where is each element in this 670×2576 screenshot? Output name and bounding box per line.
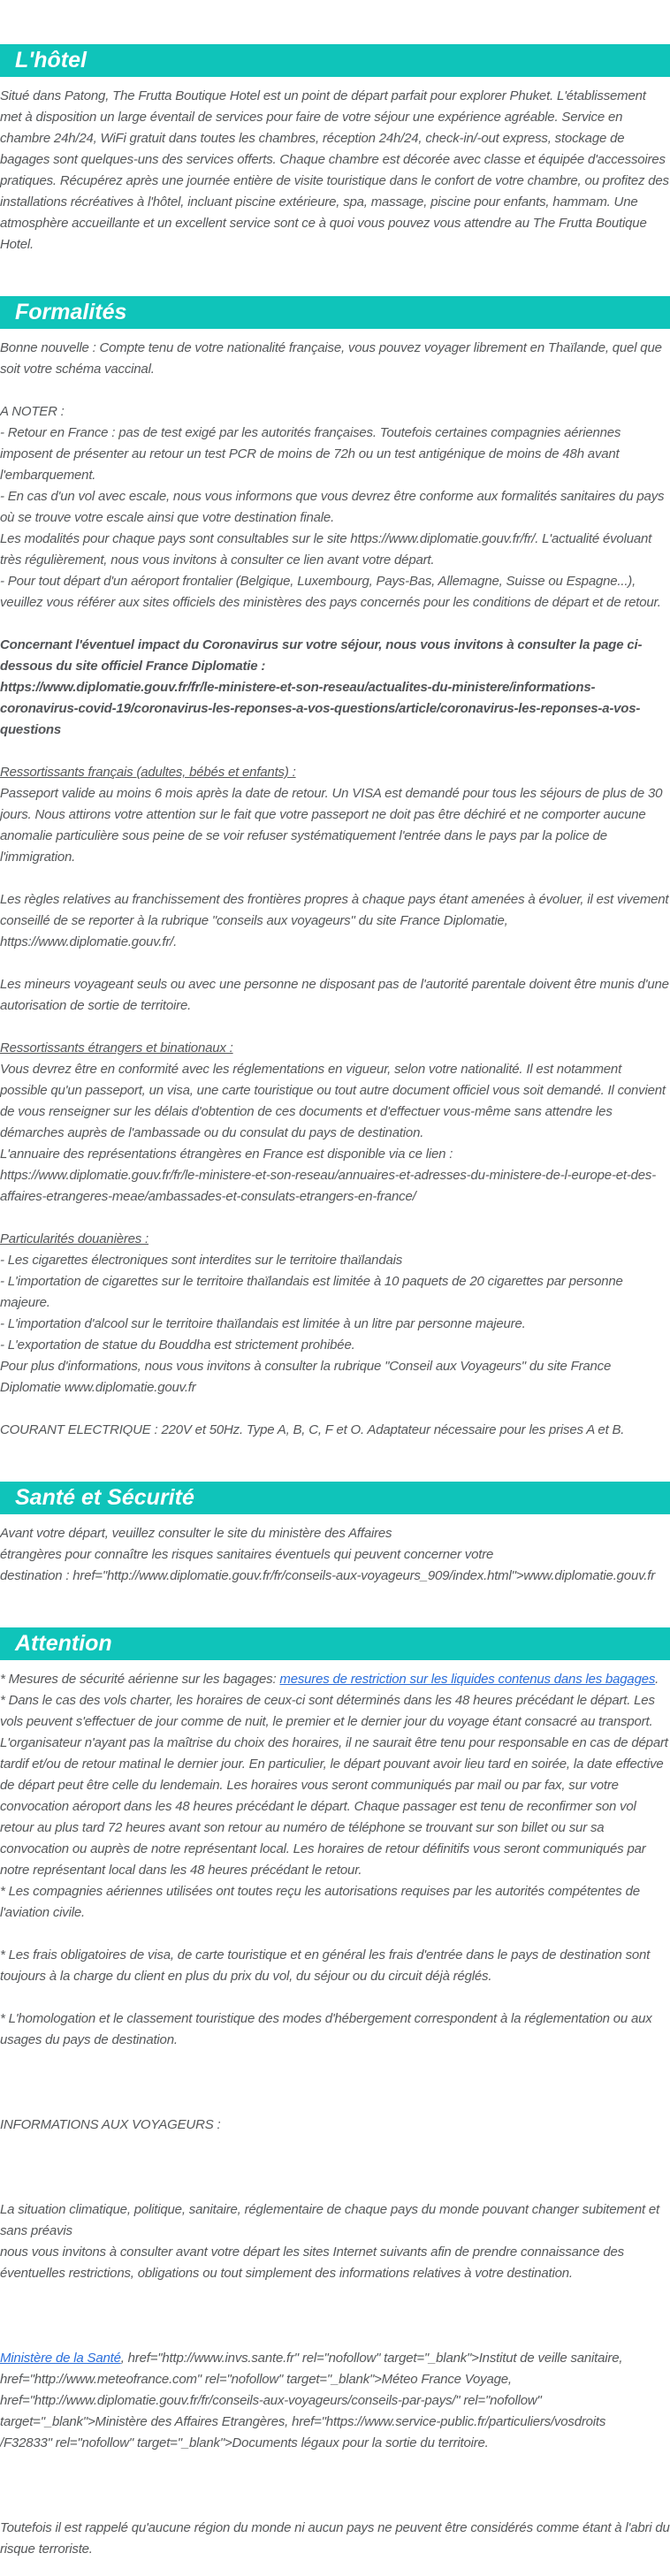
text-run: * Dans le cas des vols charter, les horaires de ceux-ci sont déterminés dans les 48 heures précédant le départ. Les vols peuvent s'effectuer de jour comme de nuit, le premier et le dernier jour du voyage étant consacré au transport. L'organisateur n'ayant pas la maîtrise du choix des horaires, il ne saurait être tenu pour responsable en cas de départ tardif et/ou de retour matinal le dernier jour. En particulier, le départ pouvant avoir lieu tard en soirée, la date effective de départ peut être celle du lendemain. Les horaires vous seront communiqués par mail ou par fax, sur votre convocation aéroport dans les 48 heures précédant le départ. Chaque passager est tenu de reconfirmer son vol retour au plus tard 72 heures avant son retour au numéro de téléphone se trouvant sur son billet ou sur sa convocation ou auprès de notre représentant local. Les horaires de retour définitifs vous seront communiqués par notre représentant local dans les 48 heures précédant le retour. [0, 1693, 668, 1878]
text-run: L'annuaire des représentations étrangères en France est disponible via ce lien : [0, 1147, 453, 1162]
text-run: - Pour tout départ d'un aéroport frontalier (Belgique, Luxembourg, Pays-Bas, Allemagne, Suisse ou Espagne...), veuillez vous référer aux sites officiels des ministères des pays concernés pour les conditions de départ et de retour. [0, 574, 661, 610]
text-run: * Les compagnies aériennes utilisées ont toutes reçu les autorisations requises par les autorités compétentes de l'aviation civile. [0, 1884, 640, 1920]
spacer [0, 1987, 670, 2008]
text-run: Passeport valide au moins 6 mois après la date de retour. Un VISA est demandé pour tous les séjours de plus de 30 jours. Nous attirons votre attention sur le fait que votre passeport ne doit pas être déchiré et ne comporter aucune anomalie particulière sous peine de se voir refuser systématiquement l'entrée dans le pays par la police de l'immigration. [0, 786, 663, 865]
text-run: Vous devrez être en conformité avec les réglementations en vigueur, selon votre nationalité. Il est notamment possible qu'un passeport, un visa, une carte touristique ou tout autre document officiel vous soit demandé. Il convient de vous renseigner sur les délais d'obtention de ces documents et d'effectuer vous-même sans attendre les démarches auprès de l'ambassade ou du consulat du pays de destination. [0, 1062, 666, 1140]
spacer [0, 2284, 670, 2348]
text-run: Avant votre départ, veuillez consulter le site du ministère des Affaires [0, 1526, 392, 1541]
section-header-attention [0, 1627, 670, 1660]
spacer [0, 1017, 670, 1038]
text-run: target="_blank">Ministère des Affaires Etrangères, href="https://www.service-public.fr/particuliers/vosdroits [0, 2414, 606, 2429]
section-formalites [0, 296, 670, 1482]
text-run: - L'importation d'alcool sur le territoire thaïlandais est limitée à un litre par personne majeure. [0, 1316, 526, 1331]
text-run: Les mineurs voyageant seuls ou avec une personne ne disposant pas de l'autorité parentale doivent être munis d'une autorisation de sortie de territoire. [0, 977, 669, 1013]
section-title-sante-securite: Santé et Sécurité [15, 1485, 194, 1510]
text-run: - Retour en France : pas de test exigé par les autorités françaises. Toutefois certaines compagnies aériennes imposent de présenter au retour un test PCR de moins de 72h ou un test antigénique de moins de 48h avant l'embarquement. [0, 425, 621, 483]
paragraph [0, 1690, 670, 1881]
spacer [0, 868, 670, 889]
section-body-hotel [0, 77, 670, 296]
text-run: La situation climatique, politique, sanitaire, réglementaire de chaque pays du monde pouvant changer subitement et sans préavis [0, 2202, 660, 2238]
paragraph [0, 2115, 670, 2136]
spacer [0, 2051, 670, 2115]
text-run: - L'exportation de statue du Bouddha est strictement prohibée. [0, 1338, 355, 1353]
paragraph [0, 1945, 670, 1987]
spacer [0, 1208, 670, 1229]
paragraph [0, 401, 670, 423]
paragraph [0, 338, 670, 380]
text-run: Bonne nouvelle : Compte tenu de votre nationalité française, vous pouvez voyager librement en Thaïlande, quel que soit votre schéma vaccinal. [0, 340, 662, 377]
text-run: Toutefois il est rappelé qu'aucune région du monde ni aucun pays ne peuvent être considérés comme étant à l'abri du risque terroriste. [0, 2520, 670, 2557]
section-title-attention: Attention [15, 1631, 112, 1656]
text-run: https://www.diplomatie.gouv.fr/fr/le-ministere-et-son-reseau/actualites-du-ministere/informations-coronavirus-covid-19/coronavirus-les-reponses-a-vos-questions/article/coronavirus-les-reponses-a-vos-questions [0, 680, 641, 737]
spacer [0, 953, 670, 974]
paragraph [0, 2518, 670, 2560]
spacer [0, 2454, 670, 2518]
text-run: - En cas d'un vol avec escale, nous vous informons que vous devrez être conforme aux formalités sanitaires du pays où se trouve votre escale ainsi que votre destination finale. [0, 489, 665, 525]
paragraph [0, 1356, 670, 1399]
paragraph [0, 974, 670, 1017]
text-run: Ressortissants français (adultes, bébés et enfants) : [0, 765, 296, 780]
paragraph [0, 1335, 670, 1356]
paragraph [0, 783, 670, 868]
text-run: INFORMATIONS AUX VOYAGEURS : [0, 2117, 221, 2132]
text-run: https://www.diplomatie.gouv.fr/fr/le-ministere-et-son-reseau/annuaires-et-adresses-du-ministere-de-l-europe-et-des-affaires-etrangeres-meae/ambassades-et-consulats-etrangers-en-france/ [0, 1168, 657, 1204]
section-sante-securite [0, 1482, 670, 1627]
text-run: destination : href="http://www.diplomatie.gouv.fr/fr/conseils-aux-voyageurs_909/index.html">www.diplomatie.gouv.fr [0, 1568, 656, 1583]
spacer [0, 614, 670, 635]
paragraph [0, 889, 670, 953]
text-run: * Les frais obligatoires de visa, de carte touristique et en général les frais d'entrée dans le pays de destination sont toujours à la charge du client en plus du prix du vol, du séjour ou du circuit déjà réglés. [0, 1947, 651, 1984]
text-run: Situé dans Patong, The Frutta Boutique Hotel est un point de départ parfait pour explorer Phuket. L'établissement met à disposition un large éventail de services pour faire de votre séjour une expérience agréable. Service en chambre 24h/24, WiFi gratuit dans toutes les chambres, réception 24h/24, check-in/-out express, stockage de bagages sont quelques-uns des services offerts. Chaque chambre est décorée avec classe et équipée d'accessoires pratiques. Récupérez après une journée entière de visite touristique dans le confort de votre chambre, ou profitez des installations récréatives à l'hôtel, incluant piscine extérieure, spa, massage, piscine pour enfants, hammam. Une atmosphère accueillante et un excellent service sont ce à quoi vous pouvez vous attendre au The Frutta Boutique Hotel. [0, 88, 669, 252]
paragraph [0, 1271, 670, 1314]
text-run: , href="http://www.invs.sante.fr" rel="nofollow" target="_blank">Institut de veille sanitaire, [120, 2351, 623, 2366]
section-title-formalites: Formalités [15, 300, 127, 324]
text-run: Concernant l'éventuel impact du Coronavirus sur votre séjour, nous vous invitons à consulter la page ci-dessous du site officiel France Diplomatie : [0, 637, 643, 674]
paragraph [0, 86, 670, 255]
text-run: href="http://www.meteofrance.com" rel="nofollow" target="_blank">Méteo France Voyage, [0, 2372, 512, 2387]
sub-heading [0, 1038, 670, 1059]
text-run: Les modalités pour chaque pays sont consultables sur le site https://www.diplomatie.gouv.fr/fr/. L'actualité évoluant très régulièrement, nous vous invitons à consulter ce lien avant votre départ. [0, 531, 652, 568]
paragraph [0, 677, 670, 741]
text-run: href="http://www.diplomatie.gouv.fr/fr/conseils-aux-voyageurs/conseils-par-pays/" rel="nofollow" [0, 2393, 542, 2408]
text-run: COURANT ELECTRIQUE : 220V et 50Hz. Type A, B, C, F et O. Adaptateur nécessaire pour les prises A et B. [0, 1422, 625, 1437]
paragraph [0, 1881, 670, 1924]
spacer [0, 2136, 670, 2199]
section-body-attention [0, 1660, 670, 2576]
paragraph [0, 1523, 670, 1587]
paragraph [0, 2199, 670, 2284]
spacer [0, 1924, 670, 1945]
text-run: - L'importation de cigarettes sur le territoire thaïlandais est limitée à 10 paquets de 20 cigarettes par personne majeure. [0, 1274, 623, 1310]
section-attention [0, 1627, 670, 2576]
paragraph [0, 2008, 670, 2051]
text-run: A NOTER : [0, 404, 65, 419]
text-run: Pour plus d'informations, nous vous invitons à consulter la rubrique "Conseil aux Voyageurs" du site France Diplomatie www.diplomatie.gouv.fr [0, 1359, 612, 1395]
spacer [0, 1399, 670, 1420]
paragraph [0, 529, 670, 571]
section-body-sante-securite [0, 1514, 670, 1627]
section-hotel [0, 44, 670, 296]
text-run: * L'homologation et le classement touristique des modes d'hébergement correspondent à la réglementation ou aux usages du pays de destination. [0, 2011, 652, 2047]
ministere-sante-link[interactable]: Ministère de la Santé [0, 2351, 121, 2366]
paragraph [0, 2348, 670, 2454]
paragraph [0, 635, 670, 677]
text-run: Ressortissants étrangers et binationaux : [0, 1040, 233, 1056]
text-run: /F32833" rel="nofollow" target="_blank">Documents légaux pour la sortie du territoire. [0, 2435, 489, 2450]
section-body-formalites [0, 329, 670, 1482]
section-title-hotel: L'hôtel [15, 48, 87, 72]
paragraph [0, 1250, 670, 1271]
text-run: Les règles relatives au franchissement des frontières propres à chaque pays étant amenées à évoluer, il est vivement conseillé de se reporter à la rubrique "conseils aux voyageurs" du site France Diplomatie, [0, 892, 669, 928]
text-run: . [655, 1672, 659, 1687]
section-header-hotel [0, 44, 670, 77]
paragraph [0, 571, 670, 614]
paragraph [0, 1314, 670, 1335]
section-header-formalites [0, 296, 670, 329]
text-run: étrangères pour connaître les risques sanitaires éventuels qui peuvent concerner votre [0, 1547, 494, 1562]
paragraph [0, 1059, 670, 1144]
spacer [0, 741, 670, 762]
paragraph [0, 1420, 670, 1441]
sub-heading [0, 1229, 670, 1250]
paragraph [0, 1165, 670, 1208]
text-run: Particularités douanières : [0, 1231, 149, 1246]
paragraph [0, 486, 670, 529]
text-run: * Mesures de sécurité aérienne sur les bagages: [0, 1672, 280, 1687]
paragraph [0, 423, 670, 486]
paragraph [0, 1144, 670, 1165]
text-run: nous vous invitons à consulter avant votre départ les sites Internet suivants afin de prendre connaissance des éventuelles restrictions, obligations ou tout simplement des informations relatives à votre destination. [0, 2244, 624, 2281]
sub-heading [0, 762, 670, 783]
text-run: - Les cigarettes électroniques sont interdites sur le territoire thaïlandais [0, 1253, 403, 1268]
text-run: https://www.diplomatie.gouv.fr/. [0, 934, 178, 949]
paragraph [0, 1669, 670, 1690]
spacer [0, 380, 670, 401]
section-header-sante-securite [0, 1482, 670, 1514]
baggage-liquids-restriction-link[interactable]: mesures de restriction sur les liquides contenus dans les bagages [279, 1672, 656, 1687]
